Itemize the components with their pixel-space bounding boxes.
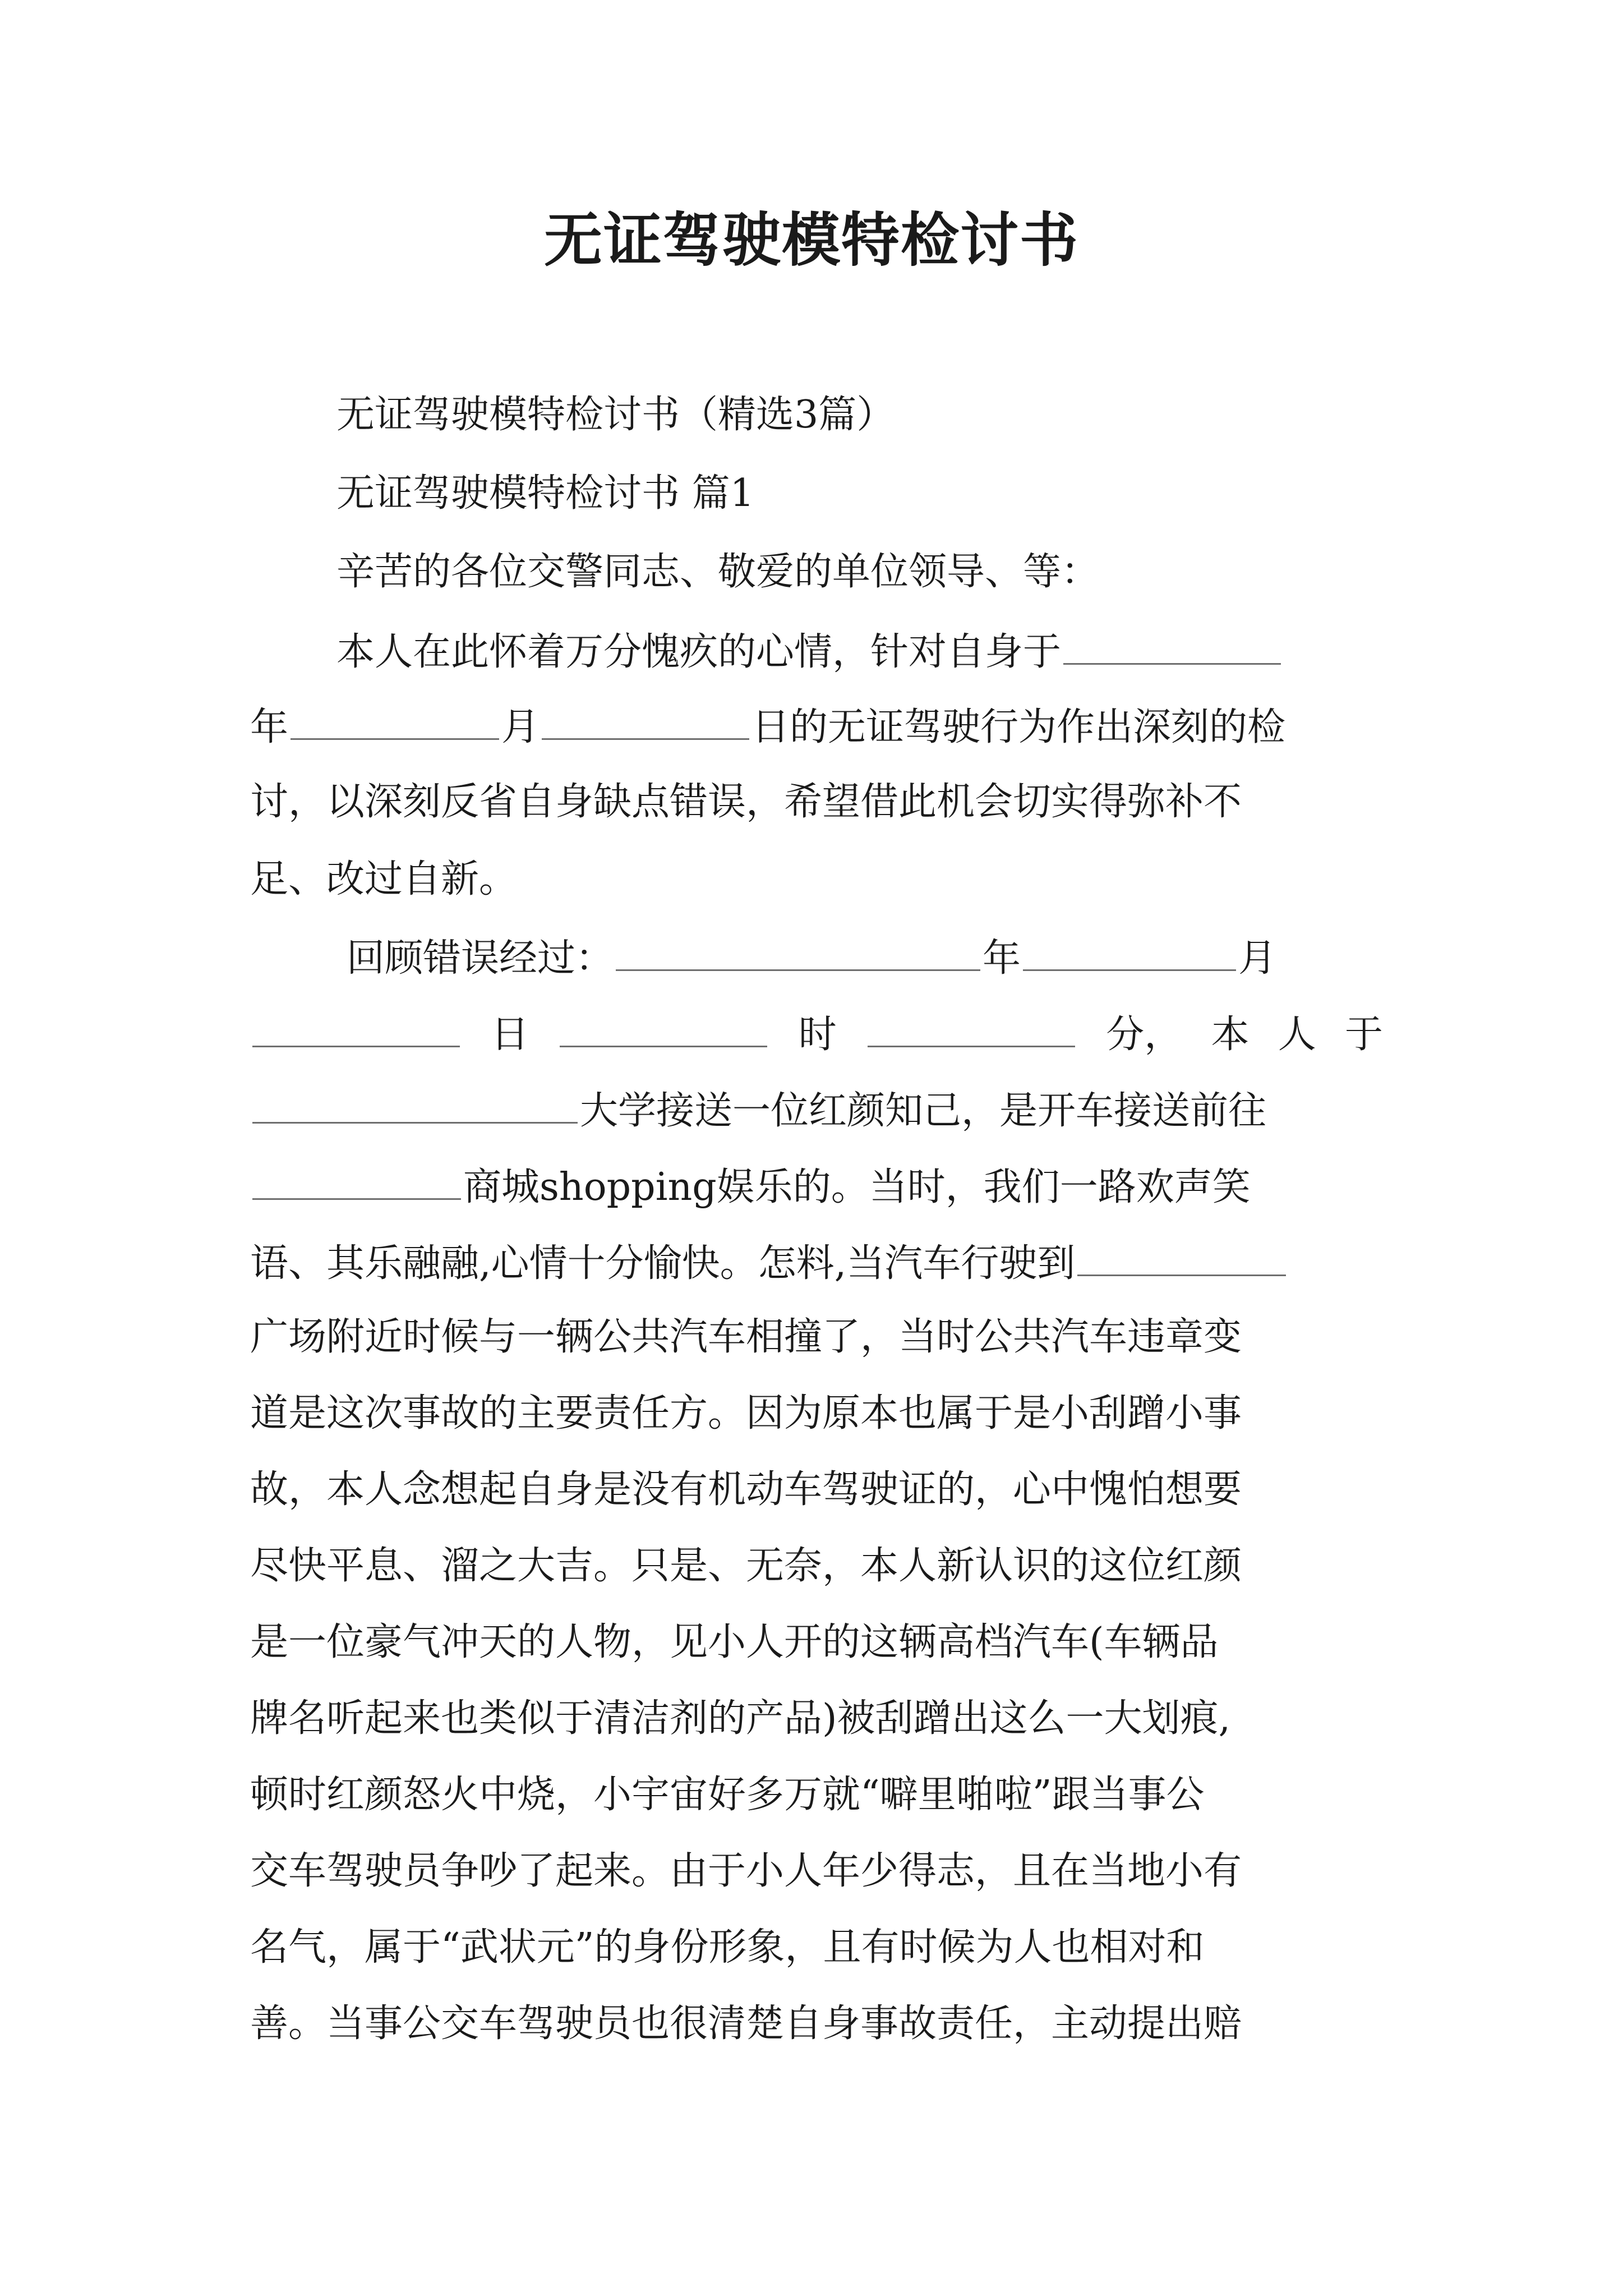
paragraph-2-line-10: 是一位豪气冲天的人物，见小人开的这辆高档汽车(车辆品	[250, 1620, 1219, 1664]
paragraph-text: 时	[798, 1013, 837, 1057]
page-title: 无证驾驶模特检讨书	[543, 205, 1079, 274]
paragraph-text: 年	[250, 705, 289, 749]
time-blank-hour[interactable]	[560, 1004, 767, 1047]
paragraph-text: 本人在此怀着万分愧疚的心情，针对自身于	[336, 630, 1062, 674]
date-blank-month[interactable]	[542, 697, 749, 740]
paragraph-2-line-8: 故，本人念想起自身是没有机动车驾驶证的，心中愧怕想要	[250, 1467, 1242, 1512]
paragraph-text: 回顾错误经过：	[347, 936, 614, 981]
subtitle: 无证驾驶模特检讨书（精选3篇）	[336, 393, 895, 437]
paragraph-text: 日	[491, 1013, 529, 1057]
paragraph-2-line-5	[250, 1233, 1288, 1292]
paragraph-2-line-2	[250, 1004, 1383, 1063]
paragraph-text: 年	[983, 936, 1021, 981]
paragraph-1-line-2	[250, 697, 1285, 756]
date-blank-day[interactable]	[1063, 622, 1281, 665]
date-blank-month[interactable]	[1023, 928, 1236, 971]
paragraph-2-line-6: 广场附近时候与一辆公共汽车相撞了，当时公共汽车违章变	[250, 1315, 1242, 1359]
paragraph-2-line-9: 尽快平息、溜之大吉。只是、无奈，本人新认识的这位红颜	[250, 1544, 1242, 1588]
paragraph-text: 日的无证驾驶行为作出深刻的检	[751, 705, 1286, 749]
date-blank-year[interactable]	[291, 697, 499, 740]
paragraph-2-line-11: 牌名听起来也类似于清洁剂的产品)被刮蹭出这么一大划痕,	[250, 1696, 1231, 1741]
date-blank-day[interactable]	[252, 1004, 460, 1047]
paragraph-text: 分，	[1106, 1013, 1183, 1057]
paragraph-text: 商城shopping娱乐的。当时，我们一路欢声笑	[463, 1165, 1251, 1209]
paragraph-2-line-13: 交车驾驶员争吵了起来。由于小人年少得志，且在当地小有	[250, 1849, 1242, 1893]
paragraph-text: 月	[1238, 936, 1277, 981]
paragraph-2-line-12: 顿时红颜怒火中烧，小宇宙好多万就“噼里啪啦”跟当事公	[250, 1773, 1205, 1817]
date-blank-year[interactable]	[616, 928, 980, 971]
paragraph-2-line-1	[347, 928, 1276, 987]
paragraph-2-line-3	[250, 1080, 1266, 1139]
section-heading: 无证驾驶模特检讨书 篇1	[336, 471, 754, 516]
paragraph-2-line-14: 名气，属于“武状元”的身份形象，且有时候为人也相对和	[250, 1925, 1205, 1970]
place-blank-mall[interactable]	[252, 1157, 461, 1200]
paragraph-text: 人	[1278, 1013, 1316, 1057]
paragraph-text: 本	[1211, 1013, 1249, 1057]
place-blank-square[interactable]	[1077, 1233, 1286, 1276]
paragraph-1-line-1	[336, 622, 1283, 680]
paragraph-2-line-15: 善。当事公交车驾驶员也很清楚自身事故责任，主动提出赔	[250, 2001, 1242, 2046]
paragraph-text: 大学接送一位红颜知己，是开车接送前往	[580, 1089, 1267, 1133]
paragraph-2-line-7: 道是这次事故的主要责任方。因为原本也属于是小刮蹭小事	[250, 1391, 1242, 1435]
paragraph-text: 语、其乐融融,心情十分愉快。怎料,当汽车行驶到	[250, 1241, 1076, 1286]
paragraph-text: 月	[501, 705, 540, 749]
paragraph-1-line-3: 讨，以深刻反省自身缺点错误，希望借此机会切实得弥补不	[250, 780, 1242, 824]
paragraph-2-line-4	[250, 1157, 1251, 1216]
time-blank-minute[interactable]	[868, 1004, 1075, 1047]
place-blank-university[interactable]	[252, 1080, 578, 1124]
paragraph-1-line-4: 足、改过自新。	[250, 857, 518, 901]
paragraph-text: 于	[1344, 1013, 1383, 1057]
salutation: 辛苦的各位交警同志、敬爱的单位领导、等：	[336, 550, 1100, 594]
